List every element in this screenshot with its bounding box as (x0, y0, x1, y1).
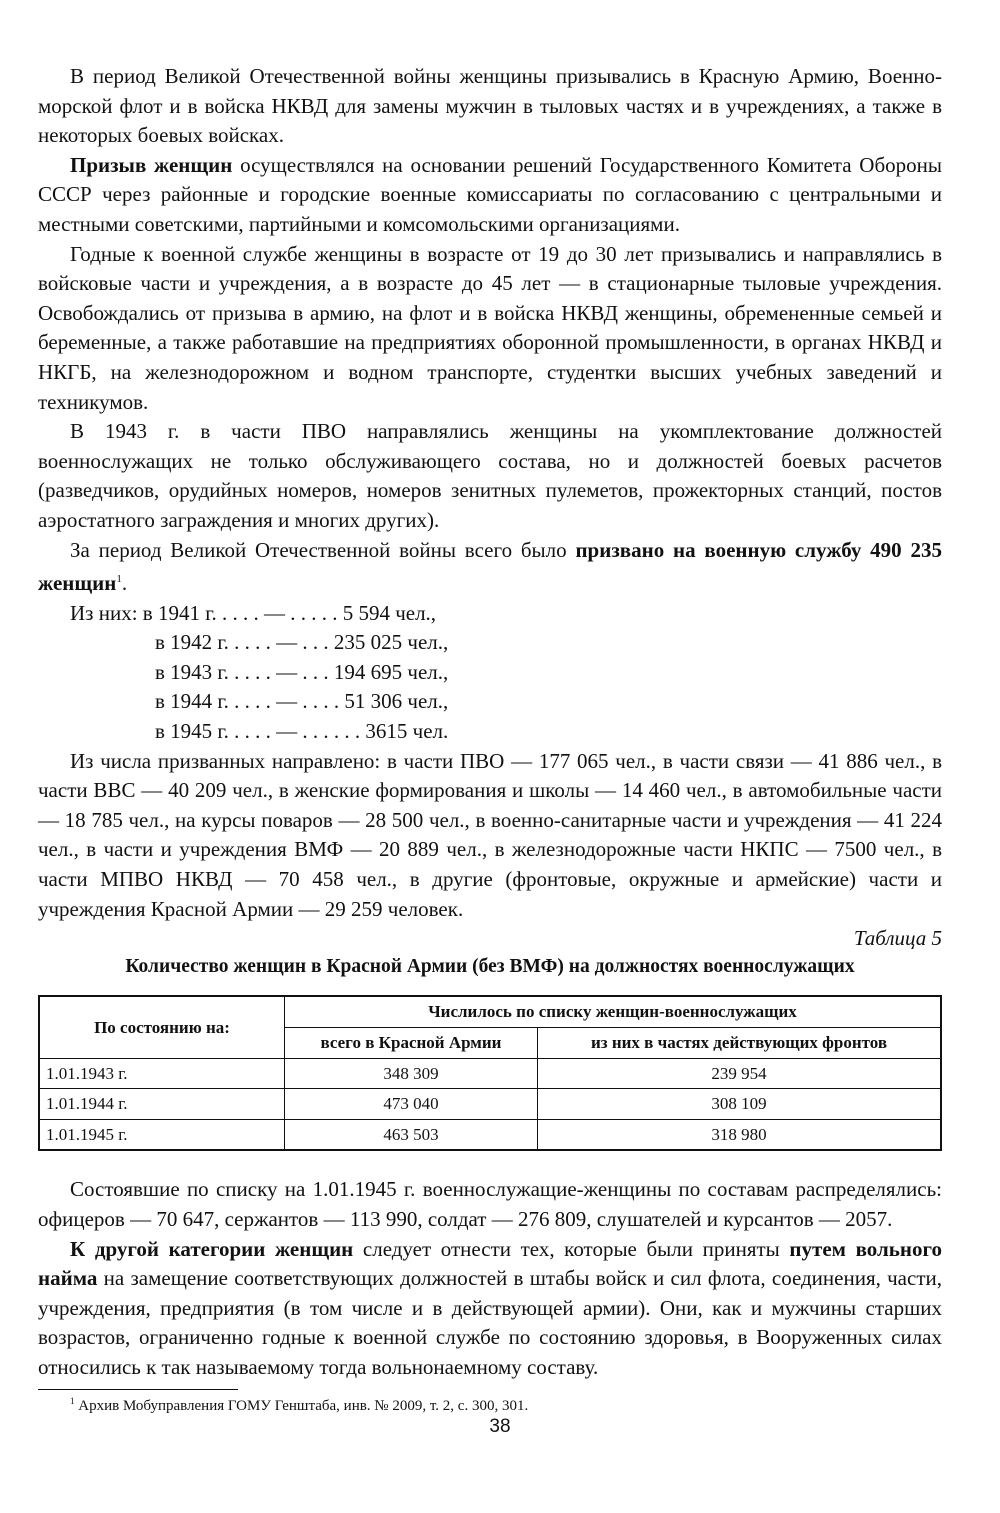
year-row: Из них: в 1941 г. . . . . — . . . . . 5 594 чел., (70, 600, 437, 625)
paragraph-ranks: Состоявшие по списку на 1.01.1945 г. военнослужащие-женщины по составам распределялись: офицеров — 70 647, сержантов — 113 990, солдат — 276 809, слушателей и курсантов — 2057. (38, 1177, 942, 1231)
bold-term: К другой категории женщин (70, 1236, 354, 1261)
bold-term: Призыв женщин (70, 152, 233, 177)
bold-total: призвано на военную службу 490 235 женщин (38, 537, 942, 596)
footnote: $^1$ Архив Мобуправления ГОМУ Генштаба, инв. № 2009, т. 2, с. 300, 301. (70, 1395, 529, 1414)
paragraph-distribution: Из числа призванных направлено: в части ПВО — 177 065 чел., в части связи — 41 886 чел., в части ВВС — 40 209 чел., в женские формирования и школы — 14 460 чел., в автомобильные части — 18 785 чел., на курсы поваров — 28 500 чел., в военно-санитарные части и учреждения — 41 224 чел., в части и учреждения ВМФ — 20 889 чел., в железнодорожные части НКПС — 7500 чел., в части МПВО НКВД — 70 458 чел., в другие (фронтовые, окружные и армейские) части и учреждения Красной Армии — 29 259 человек. (38, 748, 942, 921)
paragraph-air-defense: В 1943 г. в части ПВО направлялись женщины на укомплектование должностей военнослужащих не только обслуживающего состава, но и должностей боевых расчетов (разведчиков, орудийных номеров, номеров зенитных пулеметов, прожекторных станций, постов аэростатного заграждения и многих других). (38, 419, 942, 532)
paragraph-intro: В период Великой Отечественной войны женщины призывались в Красную Армию, Военно-морской флот и в войска НКВД для замены мужчин в тыловых частях и в учреждениях, а также в некоторых боевых войсках. (38, 64, 942, 148)
header-group: Числилось по списку женщин-военнослужащих (285, 996, 942, 1027)
paragraph-civilian-hire: К другой категории женщин следует отнести тех, которые были приняты путем вольного найма на замещение соответствующих должностей в штабы войск и сил флота, соединения, части, учреждения, предприятия (в том числе и в действующей армии). Они, как и мужчины старших возрастов, ограниченно годные к военной службе по состоянию здоровья, в Вооруженных силах относились к так называемому тогда вольнонаемному составу. (38, 1236, 942, 1379)
table-row: 1.01.1945 г. 463 503 318 980 (39, 1119, 941, 1150)
page-number: 38 (489, 1416, 511, 1437)
page-body (38, 62, 942, 1417)
header-front: из них в частях действующих фронтов (538, 1028, 942, 1059)
header-total: всего в Красной Армии (285, 1028, 538, 1059)
header-date: По состоянию на: (39, 996, 285, 1058)
years-list (38, 599, 942, 747)
table-caption: Таблица 5 (853, 926, 942, 951)
table-row: 1.01.1944 г. 473 040 308 109 (39, 1089, 941, 1120)
year-row: в 1943 г. . . . . — . . . 194 695 чел., (155, 659, 449, 684)
year-row: в 1944 г. . . . . — . . . . 51 306 чел., (155, 689, 449, 714)
year-row: в 1945 г. . . . . — . . . . . . 3615 чел. (155, 719, 449, 744)
women-count-table (38, 995, 942, 1151)
paragraph-total-drafted: За период Великой Отечественной войны всего было призвано на военную службу 490 235 женщин$^1$. (38, 537, 942, 596)
paragraph-eligibility: Годные к военной службе женщины в возрасте от 19 до 30 лет призывались и направлялись в войсковые части и учреждения, а в возрасте до 45 лет — в стационарные тыловые учреждения. Освобождались от призыва в армию, на флот и в войска НКВД женщины, обремененные семьей и беременные, а также работавшие на предприятиях оборонной промышленности, в органах НКВД и НКГБ, на железнодорожном и водном транспорте, студентки высших учебных заведений и техникумов. (38, 241, 942, 414)
year-row: в 1942 г. . . . . — . . . 235 025 чел., (155, 630, 449, 655)
footnote-mark: 1 (70, 1395, 75, 1406)
table-row: 1.01.1943 г. 348 309 239 954 (39, 1058, 941, 1089)
footnote-ref: 1 (116, 573, 122, 586)
bold-term: путем вольного найма (38, 1236, 942, 1291)
paragraph-conscription (38, 151, 942, 240)
paragraph-text: осуществлялся на основании решений Государственного Комитета Обороны СССР через районные и городские военные комиссариаты по согласованию с центральными и местными советскими, партийными и комсомольскими организациями. (38, 152, 942, 236)
table-title: Количество женщин в Красной Армии (без ВМФ) на должностях военнослужащих (125, 955, 855, 977)
